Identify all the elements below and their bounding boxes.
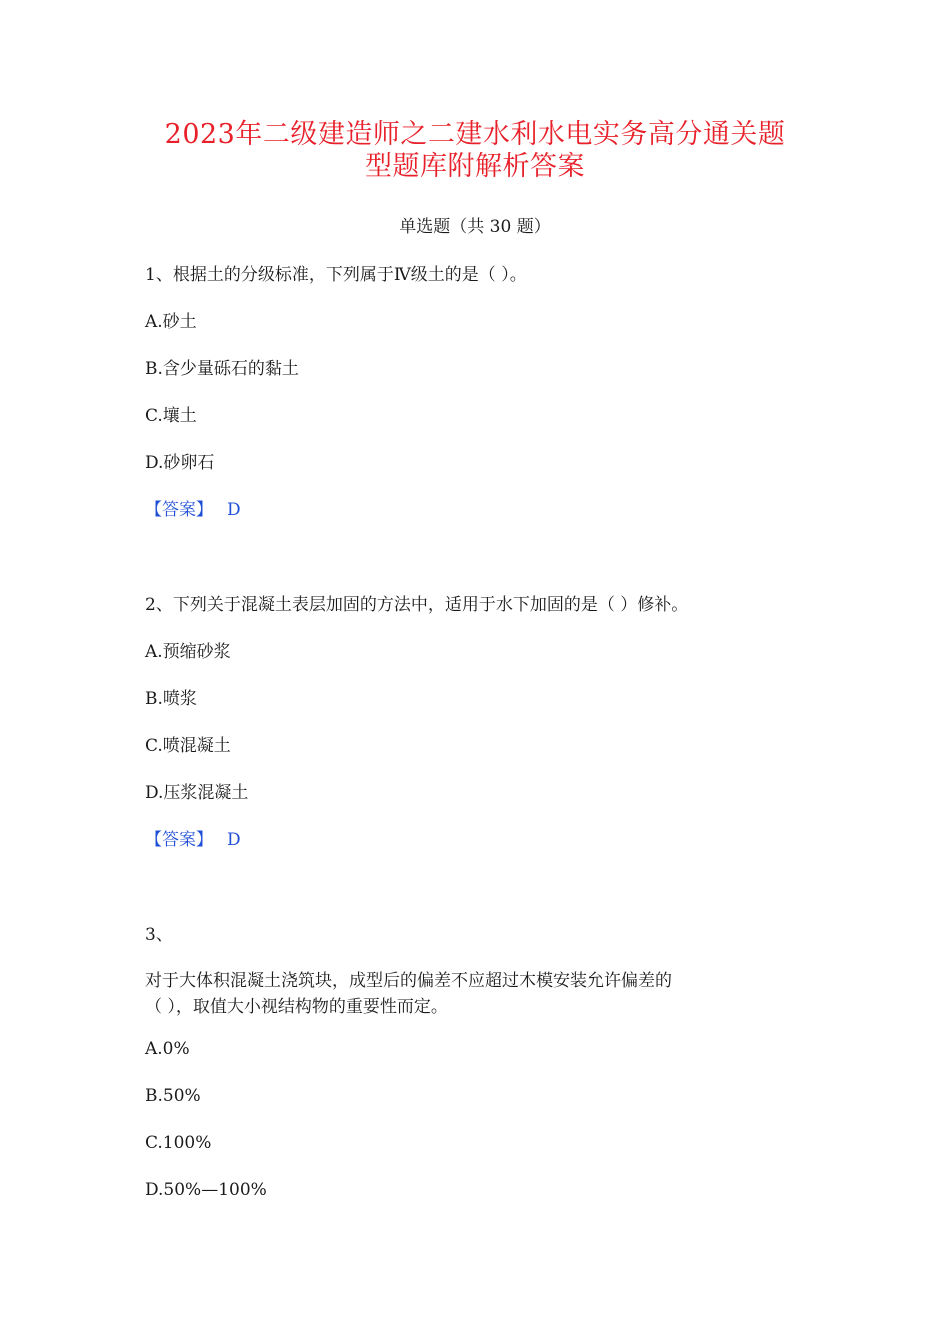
document-title-line2: 型题库附解析答案 <box>365 151 585 182</box>
question-2-option-d: D.压浆混凝土 <box>145 783 249 803</box>
answer-value: D <box>227 500 241 520</box>
question-3-option-a: A.0% <box>145 1039 190 1059</box>
question-3-stem-line1: 对于大体积混凝土浇筑块，成型后的偏差不应超过木模安装允许偏差的 <box>145 971 672 991</box>
question-2-answer <box>145 825 241 850</box>
question-2-option-c: C.喷混凝土 <box>145 736 231 756</box>
question-2-stem: 2、下列关于混凝土表层加固的方法中，适用于水下加固的是（ ）修补。 <box>145 595 689 615</box>
question-1-option-b: B.含少量砾石的黏土 <box>145 359 299 379</box>
answer-value: D <box>227 830 241 850</box>
question-1-option-d: D.砂卵石 <box>145 453 215 473</box>
question-3-option-d: D.50%—100% <box>145 1180 267 1200</box>
question-2-option-a: A.预缩砂浆 <box>145 642 231 662</box>
question-3-option-b: B.50% <box>145 1086 201 1106</box>
answer-tag: 【答案】 <box>145 830 213 850</box>
answer-tag: 【答案】 <box>145 500 213 520</box>
section-heading: 单选题（共 30 题） <box>399 217 551 237</box>
question-1-option-c: C.壤土 <box>145 406 197 426</box>
question-3-stem-line2: （ ），取值大小视结构物的重要性而定。 <box>145 997 448 1017</box>
question-2-option-b: B.喷浆 <box>145 689 197 709</box>
question-1-stem: 1、根据土的分级标准，下列属于Ⅳ级土的是（ ）。 <box>145 265 527 285</box>
question-3-number: 3、 <box>145 925 173 945</box>
question-3-option-c: C.100% <box>145 1133 212 1153</box>
document-title-line1: 2023年二级建造师之二建水利水电实务高分通关题 <box>164 119 786 150</box>
question-1-option-a: A.砂土 <box>145 312 197 332</box>
question-1-answer <box>145 495 241 520</box>
